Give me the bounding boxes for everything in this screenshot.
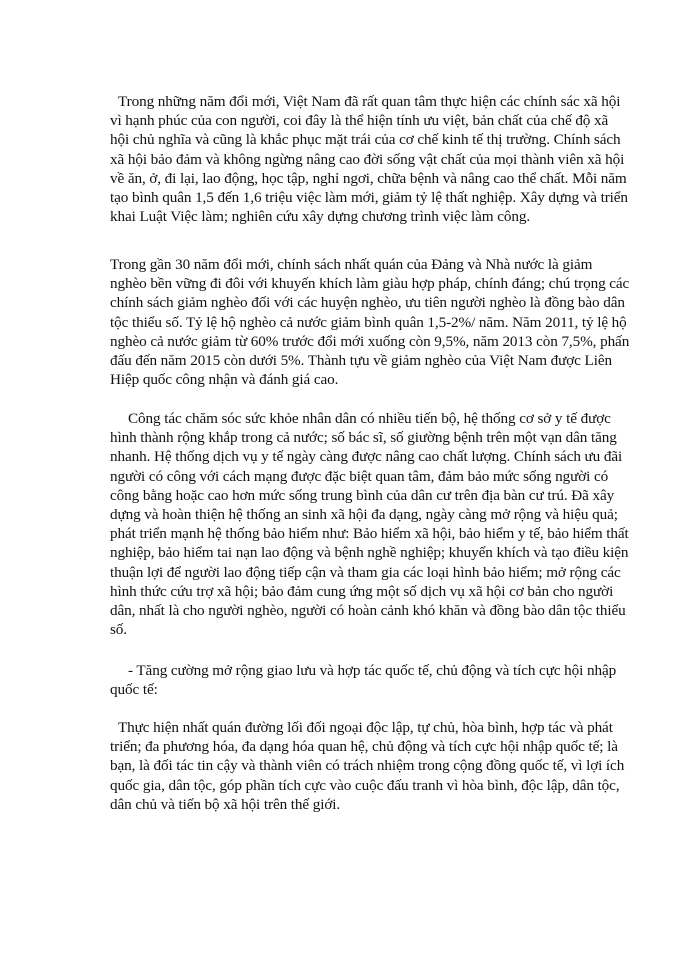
paragraph-healthcare: Công tác chăm sóc sức khỏe nhân dân có nhiều tiến bộ, hệ thống cơ sở y tế được hình thành rộng khắp trong cả nước; số bác sĩ, số giường bệnh trên một vạn dân tăng nhanh. Hệ thống dịch vụ y tế ngày càng được nâng cao chất lượng. Chính sách ưu đãi người có công với cách mạng được đặc biệt quan tâm, đảm bảo mức sống người có công bằng hoặc cao hơn mức sống trung bình của dân cư trên địa bàn cư trú. Đã xây dựng và hoàn thiện hệ thống an sinh xã hội đa dạng, ngày càng mở rộng và hiệu quả; phát triển mạnh hệ thống bảo hiểm như: Bảo hiểm xã hội, bảo hiểm y tế, bảo hiểm thất nghiệp, bảo hiểm tai nạn lao động và bệnh nghề nghiệp; khuyến khích và tạo điều kiện thuận lợi để người lao động tiếp cận và tham gia các loại hình bảo hiểm; mở rộng các hình thức cứu trợ xã hội; bảo đảm cung ứng một số dịch vụ xã hội cơ bản cho người dân, nhất là cho người nghèo, người có hoàn cảnh khó khăn và đồng bào dân tộc thiểu số. — [110, 410, 629, 639]
paragraph-foreign-policy: Thực hiện nhất quán đường lối đối ngoại độc lập, tự chủ, hòa bình, hợp tác và phát triển; đa phương hóa, đa dạng hóa quan hệ, chủ động và tích cực hội nhập quốc tế; là bạn, là đối tác tin cậy và thành viên có trách nhiệm trong cộng đồng quốc tế, vì lợi ích quốc gia, dân tộc, góp phần tích cực vào cuộc đấu tranh vì hòa bình, độc lập, dân tộc, dân chủ và tiến bộ xã hội trên thế giới. — [110, 719, 625, 813]
paragraph-international-heading: - Tăng cường mở rộng giao lưu và hợp tác quốc tế, chủ động và tích cực hội nhập quốc tế: — [110, 662, 617, 699]
paragraph-poverty-reduction: Trong gần 30 năm đổi mới, chính sách nhất quán của Đảng và Nhà nước là giảm nghèo bền vững đi đôi với khuyến khích làm giàu hợp pháp, chính đáng; chú trọng các chính sách giảm nghèo đối với các huyện nghèo, ưu tiên người nghèo là đồng bào dân tộc thiểu số. Tỷ lệ hộ nghèo cả nước giảm bình quân 1,5-2%/ năm. Năm 2011, tỷ lệ hộ nghèo cả nước giảm từ 60% trước đổi mới xuống còn 9,5%, năm 2013 còn 7,5%, phấn đấu đến năm 2015 còn dưới 5%. Thành tựu về giảm nghèo của Việt Nam được Liên Hiệp quốc công nhận và đánh giá cao. — [110, 256, 630, 389]
paragraph-social-policy: Trong những năm đổi mới, Việt Nam đã rất quan tâm thực hiện các chính sác xã hội vì hạnh phúc của con người, coi đây là thể hiện tính ưu việt, bản chất của chế độ xã hội chủ nghĩa và cũng là khắc phục mặt trái của cơ chế kinh tế thị trường. Chính sách xã hội bảo đảm và không ngừng nâng cao đời sống vật chất của mọi thành viên xã hội về ăn, ở, đi lại, lao động, học tập, nghỉ ngơi, chữa bệnh và nâng cao thể chất. Mỗi năm tạo bình quân 1,5 đến 1,6 triệu việc làm mới, giảm tỷ lệ thất nghiệp. Xây dựng và triển khai Luật Việc làm; nghiên cứu xây dựng chương trình việc làm công. — [110, 93, 628, 226]
